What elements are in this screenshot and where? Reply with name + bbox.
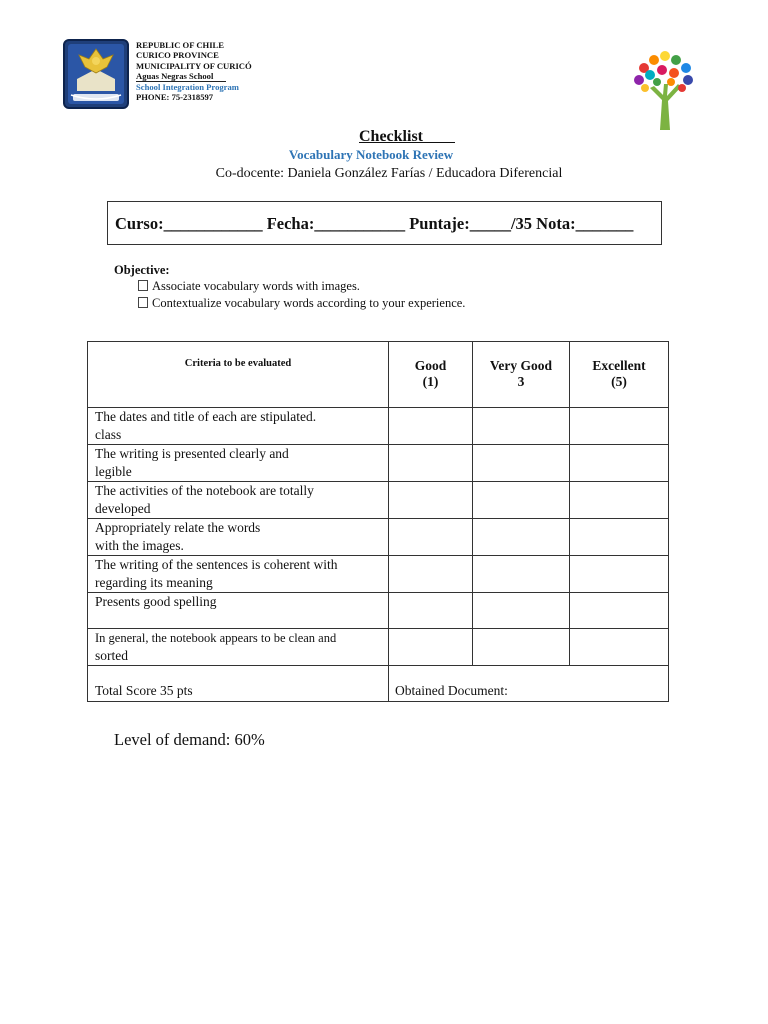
objective-item [138, 279, 360, 294]
level-of-demand: Level of demand: 60% [114, 730, 265, 749]
table-row [88, 482, 669, 519]
header-criteria: Criteria to be evaluated [88, 342, 389, 408]
score-cell-excellent[interactable] [570, 593, 669, 629]
score-cell-excellent[interactable] [570, 629, 669, 666]
score-cell-excellent[interactable] [570, 556, 669, 593]
total-score-label: Total Score 35 pts [88, 666, 389, 702]
criterion-text: legible [95, 464, 132, 479]
page-title [0, 128, 768, 146]
score-cell-good[interactable] [389, 593, 473, 629]
objective-label: Objective: [114, 263, 170, 277]
criterion-text: regarding its meaning [95, 575, 213, 590]
score-cell-very-good[interactable] [473, 482, 570, 519]
table-row [88, 408, 669, 445]
header-excellent [570, 342, 669, 408]
school-crest-icon [63, 39, 129, 109]
score-cell-good[interactable] [389, 408, 473, 445]
school-line-municipality: MUNICIPALITY OF CURICÓ [136, 60, 252, 71]
table-row [88, 556, 669, 593]
obtained-score-cell[interactable]: Obtained Document: [389, 666, 669, 702]
title-text: Checklist [359, 128, 423, 145]
school-info [136, 40, 252, 103]
score-cell-good[interactable] [389, 519, 473, 556]
objective-text: Contextualize vocabulary words according to your experience. [152, 296, 466, 310]
criterion-cell [88, 593, 389, 629]
criterion-text: The writing is presented clearly and [95, 446, 289, 461]
school-line-name: Aguas Negras School [136, 71, 226, 82]
score-cell-very-good[interactable] [473, 408, 570, 445]
table-row [88, 629, 669, 666]
criterion-cell [88, 482, 389, 519]
header-very-good-label: Very Good [489, 358, 553, 373]
score-cell-excellent[interactable] [570, 445, 669, 482]
header-very-good [473, 342, 570, 408]
objective-text: Associate vocabulary words with images. [152, 279, 360, 293]
table-row [88, 445, 669, 482]
header-excellent-label: Excellent [592, 358, 646, 373]
header-excellent-points: (5) [611, 374, 627, 389]
score-cell-very-good[interactable] [473, 445, 570, 482]
header-good [389, 342, 473, 408]
score-cell-very-good[interactable] [473, 593, 570, 629]
criterion-text: sorted [95, 648, 128, 663]
criterion-text: Appropriately relate the words [95, 520, 261, 535]
criterion-cell [88, 519, 389, 556]
score-cell-excellent[interactable] [570, 519, 669, 556]
criterion-text: class [95, 427, 122, 442]
score-cell-excellent[interactable] [570, 408, 669, 445]
criterion-cell [88, 629, 389, 666]
table-header-row [88, 342, 669, 408]
table-row [88, 593, 669, 629]
header-good-label: Good [414, 358, 447, 373]
objective-item [138, 296, 465, 311]
header-good-points: (1) [422, 374, 439, 389]
student-info-fields[interactable]: Curso:____________ Fecha:___________ Puntaje:_____/35 Nota:_______ [115, 214, 634, 233]
criterion-text: developed [95, 501, 151, 516]
score-cell-very-good[interactable] [473, 519, 570, 556]
criterion-cell [88, 445, 389, 482]
checkbox-icon [138, 280, 148, 291]
score-cell-good[interactable] [389, 482, 473, 519]
checkbox-icon [138, 297, 148, 308]
criterion-text: The dates and title of each are stipulated. [95, 409, 317, 424]
score-cell-good[interactable] [389, 629, 473, 666]
hand-tree-icon [630, 48, 698, 130]
school-line-phone: PHONE: 75-2318597 [136, 92, 214, 103]
criterion-text: The writing of the sentences is coherent with [95, 557, 338, 572]
criterion-text: In general, the notebook appears to be clean and [95, 631, 337, 645]
criterion-text: The activities of the notebook are totally [95, 483, 314, 498]
score-cell-very-good[interactable] [473, 629, 570, 666]
criterion-cell [88, 408, 389, 445]
score-cell-good[interactable] [389, 556, 473, 593]
header-very-good-points: 3 [517, 374, 525, 389]
score-cell-good[interactable] [389, 445, 473, 482]
table-row [88, 519, 669, 556]
subtitle: Vocabulary Notebook Review [288, 147, 454, 162]
score-cell-excellent[interactable] [570, 482, 669, 519]
criterion-text: Presents good spelling [95, 594, 217, 609]
school-line-country: REPUBLIC OF CHILE [136, 40, 225, 50]
total-row [88, 666, 669, 702]
school-line-program: School Integration Program [136, 82, 239, 93]
rubric-table [87, 341, 669, 702]
score-cell-very-good[interactable] [473, 556, 570, 593]
criterion-text: with the images. [95, 538, 184, 553]
criterion-cell [88, 556, 389, 593]
codocente-line: Co-docente: Daniela González Farías / Educadora Diferencial [215, 166, 563, 181]
school-line-province: CURICO PROVINCE [136, 50, 219, 61]
